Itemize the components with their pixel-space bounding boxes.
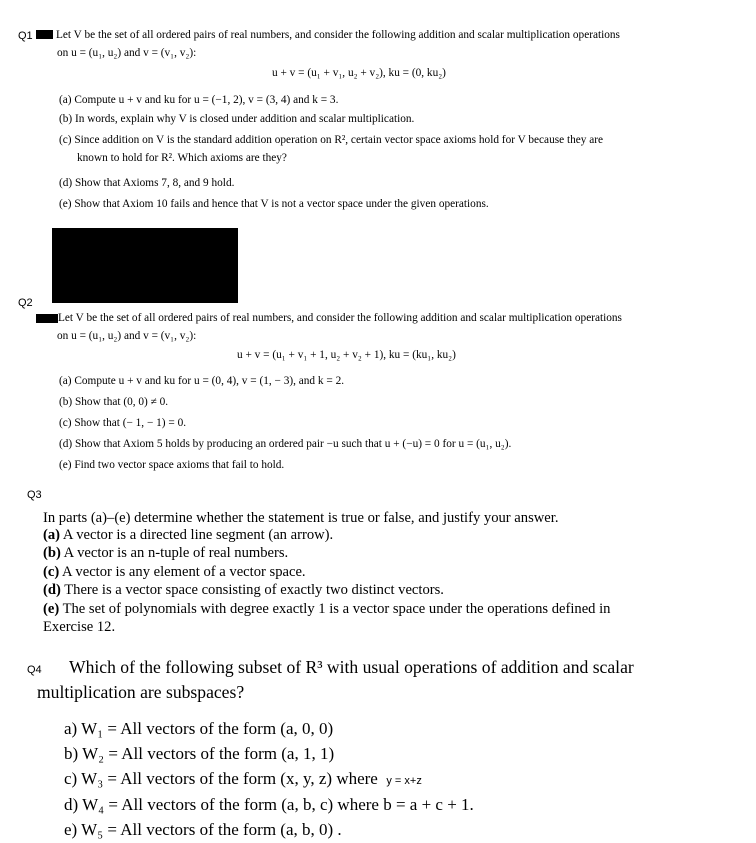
q1-marker [36,30,53,39]
q3-item-b-tag: (b) [43,545,61,561]
q2-item-d: (d) Show that Axiom 5 holds by producing an ordered pair −u such that u + (−u) = 0 for u = (u₁, u₂). [59,438,512,450]
q3-item-e [43,601,610,618]
q2-item-a: (a) Compute u + v and ku for u = (0, 4), v = (1, − 3), and k = 2. [59,375,345,387]
q3-item-a [43,527,333,544]
q4-item-e-text: e) W₅ = All vectors of the form (a, b, 0) . [64,820,342,839]
q1-intro-line2: on u = (u₁, u₂) and v = (v₁, v₂): [57,47,197,59]
q3-intro: In parts (a)–(e) determine whether the statement is true or false, and justify your answer. [43,510,559,526]
q3-item-d-text: There is a vector space consisting of exactly two distinct vectors. [60,582,444,598]
q3-item-b-text: A vector is an n-tuple of real numbers. [60,545,289,561]
q4-line1: Which of the following subset of R³ with usual operations of addition and scalar [69,657,634,677]
q1-item-d: (d) Show that Axioms 7, 8, and 9 hold. [59,177,235,189]
q2-marker [36,314,58,323]
q4-item-c-condition: y = x+z [386,775,422,787]
redacted-block [52,228,238,303]
q1-item-b: (b) In words, explain why V is closed under addition and scalar multiplication. [59,113,415,125]
q3-label: Q3 [27,489,42,501]
q3-item-c-tag: (c) [43,564,60,580]
q4-line2: multiplication are subspaces? [37,682,245,702]
q1-label: Q1 [18,30,33,42]
q3-item-c-text: A vector is any element of a vector space. [59,564,306,580]
q3-item-a-text: A vector is a directed line segment (an arrow). [60,527,334,543]
q1-item-c-cont: known to hold for R². Which axioms are they? [77,152,287,164]
q4-item-a [64,719,333,739]
q3-item-e-cont: Exercise 12. [43,619,116,635]
q1-intro-line1: Let V be the set of all ordered pairs of real numbers, and consider the following addition and scalar multiplication operations [56,29,620,41]
q2-label: Q2 [18,297,33,309]
q4-item-e [64,820,342,840]
q4-item-d-text: d) W₄ = All vectors of the form (a, b, c) where b = a + c + 1. [64,795,474,814]
q1-formula: u + v = (u₁ + v₁, u₂ + v₂), ku = (0, ku₂) [272,67,446,79]
q2-item-b: (b) Show that (0, 0) ≠ 0. [59,396,169,408]
q1-item-e: (e) Show that Axiom 10 fails and hence that V is not a vector space under the given operations. [59,198,489,210]
q3-item-b [43,545,288,562]
q4-item-b [64,744,334,764]
q3-item-e-text: The set of polynomials with degree exactly 1 is a vector space under the operations defined in [59,601,611,617]
q4-item-b-text: b) W₂ = All vectors of the form (a, 1, 1) [64,744,335,763]
q2-intro-line1: Let V be the set of all ordered pairs of real numbers, and consider the following addition and scalar multiplication operations [58,312,622,324]
q1-item-c: (c) Since addition on V is the standard addition operation on R², certain vector space axioms hold for V because they are [59,134,604,146]
q4-label: Q4 [27,664,42,676]
q2-formula: u + v = (u₁ + v₁ + 1, u₂ + v₂ + 1), ku = (ku₁, ku₂) [237,349,456,361]
q2-item-c: (c) Show that (− 1, − 1) = 0. [59,417,187,429]
q4-item-c-text: c) W₃ = All vectors of the form (x, y, z) where [64,769,378,788]
q3-item-c [43,564,306,581]
q3-item-d [43,582,444,599]
q3-item-a-tag: (a) [43,527,61,543]
q4-item-d [64,795,474,815]
q2-intro-line2: on u = (u₁, u₂) and v = (v₁, v₂): [57,330,197,342]
q4-item-c [64,769,422,789]
q3-item-d-tag: (d) [43,582,61,598]
q1-item-a: (a) Compute u + v and ku for u = (−1, 2), v = (3, 4) and k = 3. [59,94,339,106]
q3-item-e-tag: (e) [43,601,60,617]
q4-item-a-text: a) W₁ = All vectors of the form (a, 0, 0) [64,719,334,738]
q2-item-e: (e) Find two vector space axioms that fail to hold. [59,459,285,471]
